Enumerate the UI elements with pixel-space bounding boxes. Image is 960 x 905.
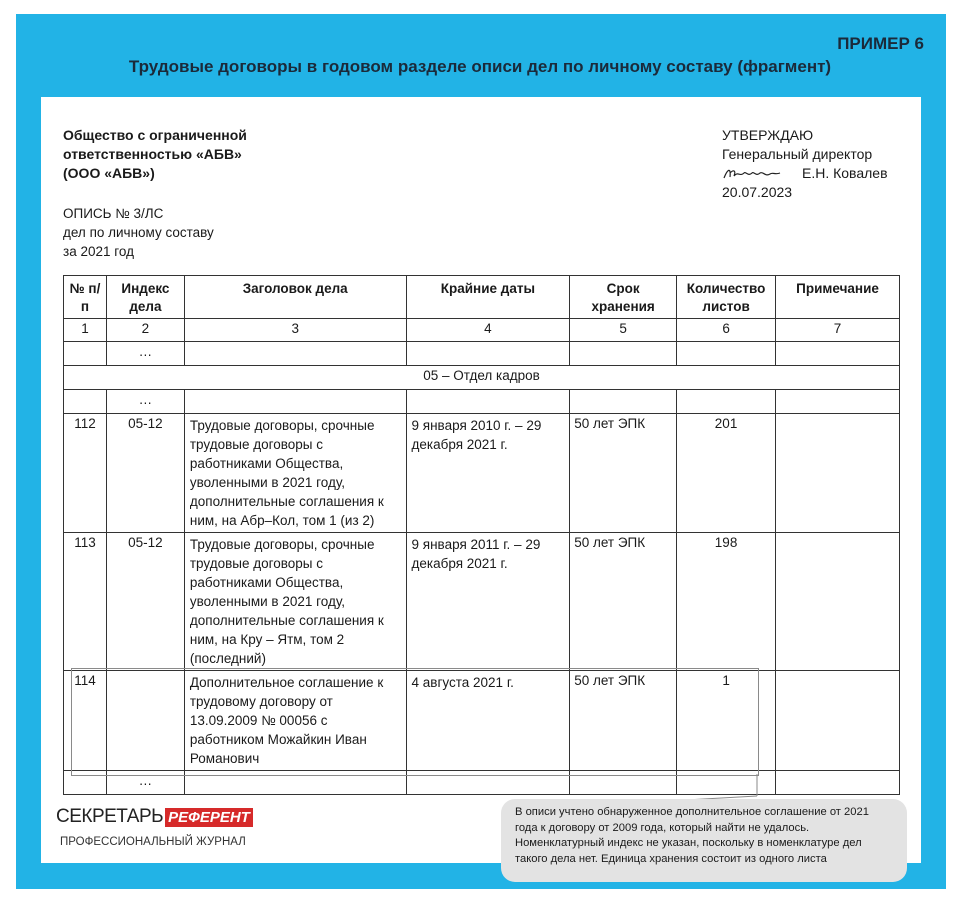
header-sheets: Количество листов: [677, 276, 776, 319]
callout-pointer-icon: [668, 774, 758, 802]
logo-part2: РЕФЕРЕНТ: [165, 808, 253, 827]
approval-date: 20.07.2023: [722, 184, 793, 200]
org-line: (ООО «АБВ»): [63, 165, 155, 181]
header-note: Примечание: [776, 276, 900, 319]
row-dates: 9 января 2010 г. – 29 декабря 2021 г.: [406, 414, 570, 533]
signature-icon: [722, 165, 782, 183]
table-row: [64, 414, 900, 533]
approval-stamp: УТВЕРЖДАЮ: [722, 127, 814, 143]
example-title: Трудовые договоры в годовом разделе описи дел по личному составу (фрагмент): [128, 57, 832, 76]
col-number: 5: [570, 319, 677, 342]
column-number-row: [64, 319, 900, 342]
ellipsis-row: [64, 390, 900, 414]
row-title: Трудовые договоры, срочные трудовые договоры с работниками Общества, уволенными в 2021 году, дополнительные соглашения к ним, на Кру – Ятм, том 2 (последний): [184, 533, 406, 671]
org-line: ответственностью «АБВ»: [63, 146, 242, 162]
inventory-heading: [63, 204, 214, 261]
ellipsis-cell: …: [106, 390, 184, 414]
row-sheets: 201: [677, 414, 776, 533]
approver-position: Генеральный директор: [722, 146, 873, 162]
ellipsis-cell: …: [106, 342, 184, 366]
row-dates: 4 августа 2021 г.: [406, 671, 570, 771]
table-header-row: [64, 276, 900, 319]
section-row: [64, 366, 900, 390]
table-row: [64, 533, 900, 671]
row-note: [776, 414, 900, 533]
col-number: 1: [64, 319, 107, 342]
row-index: 05-12: [106, 533, 184, 671]
col-number: 2: [106, 319, 184, 342]
header-title: Заголовок дела: [184, 276, 406, 319]
row-number: 114: [64, 671, 107, 771]
row-title: Трудовые договоры, срочные трудовые договоры с работниками Общества, уволенными в 2021 году, дополнительные соглашения к ним, на Абр–Кол, том 1 (из 2): [184, 414, 406, 533]
example-label: ПРИМЕР 6: [837, 34, 924, 53]
ellipsis-cell: …: [106, 771, 184, 795]
org-line: Общество с ограниченной: [63, 127, 247, 143]
col-number: 3: [184, 319, 406, 342]
row-index: 05-12: [106, 414, 184, 533]
header-index: Индекс дела: [106, 276, 184, 319]
logo-part1: СЕКРЕТАРЬ: [56, 806, 164, 827]
header-number: № п/п: [64, 276, 107, 319]
approval-block: [722, 126, 888, 202]
organization-name: [63, 126, 247, 183]
row-term: 50 лет ЭПК: [570, 533, 677, 671]
row-note: [776, 671, 900, 771]
inventory-year: за 2021 год: [63, 244, 134, 259]
row-sheets: 198: [677, 533, 776, 671]
inventory-number: ОПИСЬ № 3/ЛС: [63, 206, 164, 221]
magazine-logo: [56, 806, 253, 828]
inventory-type: дел по личному составу: [63, 225, 214, 240]
ellipsis-row: [64, 342, 900, 366]
approver-name: Е.Н. Ковалев: [802, 165, 888, 181]
col-number: 7: [776, 319, 900, 342]
row-sheets: 1: [677, 671, 776, 771]
row-dates: 9 января 2011 г. – 29 декабря 2021 г.: [406, 533, 570, 671]
col-number: 6: [677, 319, 776, 342]
logo-subtitle: ПРОФЕССИОНАЛЬНЫЙ ЖУРНАЛ: [60, 836, 246, 848]
header-dates: Крайние даты: [406, 276, 570, 319]
highlight-frame: [71, 668, 759, 776]
row-number: 113: [64, 533, 107, 671]
row-number: 112: [64, 414, 107, 533]
annotation-note: В описи учтено обнаруженное дополнительное соглашение от 2021 года к договору от 2009 года, который найти не удалось. Номенклатурный индекс не указан, поскольку в номенклатуре дел такого дела нет. Единица хранения состоит из одного листа: [501, 799, 907, 882]
section-title: 05 – Отдел кадров: [64, 366, 900, 390]
row-term: 50 лет ЭПК: [570, 414, 677, 533]
row-title: Дополнительное соглашение к трудовому договору от 13.09.2009 № 00056 с работником Можайкин Иван Романович: [184, 671, 406, 771]
col-number: 4: [406, 319, 570, 342]
row-note: [776, 533, 900, 671]
header-term: Срок хранения: [570, 276, 677, 319]
row-term: 50 лет ЭПК: [570, 671, 677, 771]
